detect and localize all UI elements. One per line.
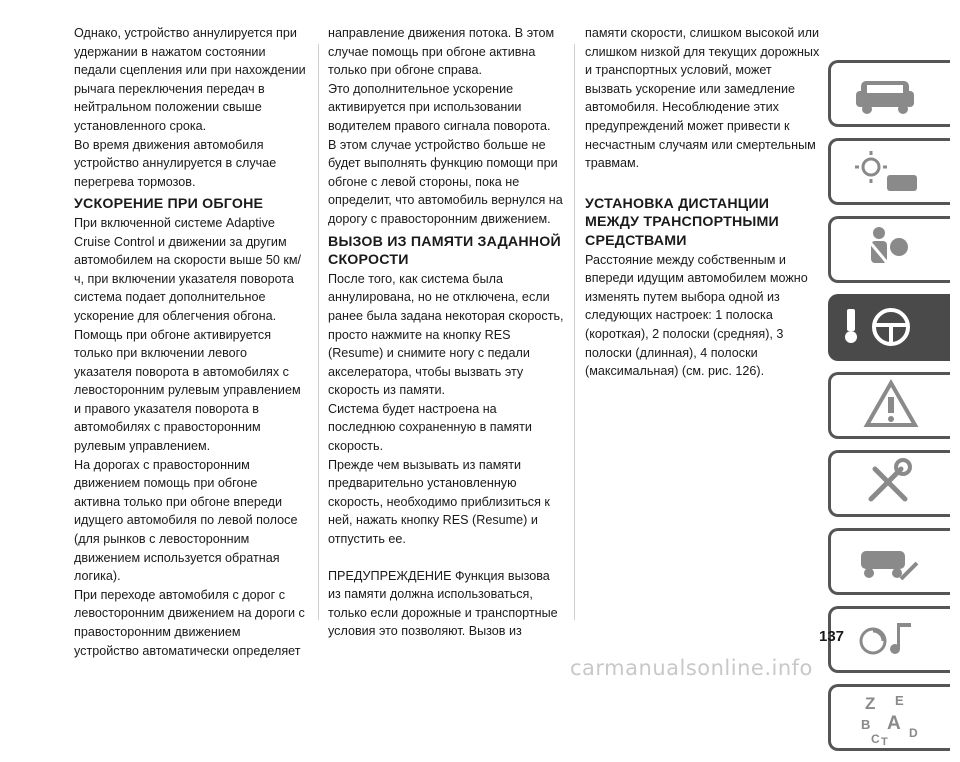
index-letter: B xyxy=(861,717,871,732)
section-heading: ВЫЗОВ ИЗ ПАМЯТИ ЗАДАННОЙ СКОРОСТИ xyxy=(328,233,561,269)
tools-icon xyxy=(831,453,950,514)
car-icon xyxy=(831,63,950,124)
watermark: carmanualsonline.info xyxy=(570,656,813,680)
index-letter: Z xyxy=(865,694,876,713)
text-column-1 xyxy=(74,24,306,660)
paragraph: Расстояние между собственным и впереди идущим автомобилем можно изменять путем выбора одной из следующих настроек: 1 полоска (короткая), 2 полоски (средняя), 3 полоски (длинная), 4 полоски (максимальная) (см. рис. 126). xyxy=(585,252,808,379)
text-column-2 xyxy=(328,24,564,641)
paragraph: При переходе автомобиля с дорог с левосторонним движением на дороги с правосторонним движением устройство автоматически определяет xyxy=(74,587,305,658)
paragraph: На дорогах с правосторонним движением помощь при обгоне активна только при обгоне впереди идущего автомобиля по левой полосе (для рынков с левосторонним движением используется обратная логика). xyxy=(74,457,298,584)
tab-index[interactable] xyxy=(828,684,950,751)
dashboard-lights-icon xyxy=(831,141,950,202)
paragraph: При включенной системе Adaptive Cruise Control и движении за другим автомобилем на скорости выше 50 км/ч, при включении указателя поворота система подает дополнительное ускорение для облегчения обгона. xyxy=(74,215,302,323)
page-number: 137 xyxy=(819,628,845,645)
warning-paragraph: ПРЕДУПРЕЖДЕНИЕ Функция вызова из памяти должна использоваться, только если дорожные и транспортные условия это позволяют. Вызов из xyxy=(328,568,558,639)
paragraph: Система будет настроена на последнюю сохраненную в памяти скорость. xyxy=(328,401,532,454)
section-heading: УСКОРЕНИЕ ПРИ ОБГОНЕ xyxy=(74,196,264,213)
paragraph: После того, как система была аннулирована, но не отключена, если ранее была задана некоторая скорость, просто нажмите на кнопку RES (Resume) и снимите ногу с педали акселератора, чтобы вызвать эту скорость из памяти. xyxy=(328,271,564,398)
paragraph: Во время движения автомобиля устройство аннулируется в случае перегрева тормозов. xyxy=(74,137,277,189)
paragraph: памяти скорости, слишком высокой или слишком низкой для текущих дорожных и транспортных условий, может вызвать ускорение или замедление автомобиля. Несоблюдение этих предупреждений может привести к несчастным случаям или смертельным травмам. xyxy=(585,26,820,171)
text-column-3 xyxy=(585,24,821,381)
index-letter: A xyxy=(887,713,901,734)
car-wrench-icon xyxy=(831,531,950,592)
paragraph: Помощь при обгоне активируется только при включении левого указателя поворота в автомобилях с левосторонним рулевым управлением и правого указателя поворота в автомобилях с правосторонним рулевым управлением. xyxy=(74,327,301,454)
tab-technical-data[interactable] xyxy=(828,528,950,595)
index-letter: C xyxy=(871,732,880,746)
index-letter: E xyxy=(895,693,904,708)
multimedia-icon xyxy=(831,609,950,670)
paragraph: Прежде чем вызывать из памяти предварительно установленную скорость, необходимо приблизиться к ней, нажать кнопку RES (Resume) и отпустить ее. xyxy=(328,457,550,547)
paragraph: Это дополнительное ускорение активируется при использовании водителем правого сигнала поворота. xyxy=(328,81,551,133)
index-letter: T xyxy=(881,736,888,748)
tab-multimedia[interactable] xyxy=(828,606,950,673)
tab-starting-driving[interactable] xyxy=(828,294,950,361)
tab-dashboard[interactable] xyxy=(828,138,950,205)
tab-emergency[interactable] xyxy=(828,372,950,439)
tab-safety[interactable] xyxy=(828,216,950,283)
safety-airbag-icon xyxy=(831,219,950,280)
column-divider xyxy=(574,44,575,620)
alphabetical-index-icon xyxy=(831,687,950,748)
paragraph: направление движения потока. В этом случае помощь при обгоне активна только при обгоне справа. xyxy=(328,26,555,78)
tab-maintenance[interactable] xyxy=(828,450,950,517)
section-heading: УСТАНОВКА ДИСТАНЦИИ МЕЖДУ ТРАНСПОРТНЫМИ СРЕДСТВАМИ xyxy=(585,195,779,249)
warning-triangle-icon xyxy=(831,375,950,436)
column-divider xyxy=(318,44,319,620)
chapter-tabs xyxy=(828,60,960,762)
paragraph: В этом случае устройство больше не будет выполнять функцию помощи при обгоне с левой стороны, пока не определит, что автомобиль вернулся на дорогу с правосторонним движением. xyxy=(328,137,563,226)
steering-wheel-key-icon xyxy=(831,297,950,358)
index-letter: D xyxy=(909,726,918,740)
paragraph: Однако, устройство аннулируется при удержании в нажатом состоянии педали сцепления или при нахождении рычага переключения передач в нейтральном положении свыше установленного срока. xyxy=(74,26,306,133)
tab-car[interactable] xyxy=(828,60,950,127)
